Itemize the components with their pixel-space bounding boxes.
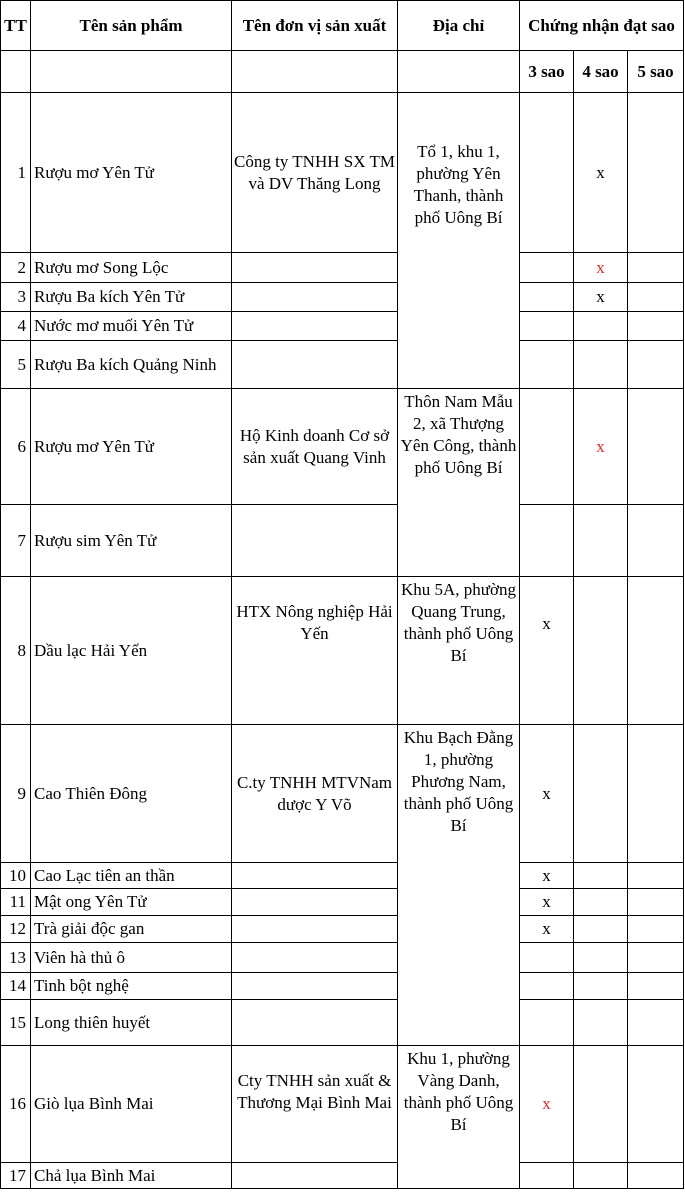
header-product: Tên sản phẩm bbox=[31, 1, 232, 51]
header-blank-address bbox=[398, 51, 520, 93]
producer-name: Cty TNHH sản xuất & Thương Mại Bình Mai bbox=[232, 1046, 398, 1163]
table-row bbox=[1, 1000, 684, 1046]
row-number: 16 bbox=[1, 1046, 31, 1163]
row-number: 17 bbox=[1, 1163, 31, 1189]
header-blank-producer bbox=[232, 51, 398, 93]
star5-mark bbox=[628, 577, 684, 725]
star3-mark bbox=[520, 341, 574, 389]
star4-mark bbox=[574, 725, 628, 863]
star3-mark bbox=[520, 253, 574, 283]
producer-name: C.ty TNHH MTVNam dược Y Võ bbox=[232, 725, 398, 863]
row-number: 15 bbox=[1, 1000, 31, 1046]
star4-mark: x bbox=[574, 283, 628, 312]
star4-mark bbox=[574, 577, 628, 725]
producer-address: Khu Bạch Đằng 1, phường Phương Nam, thành phố Uông Bí bbox=[398, 725, 520, 1046]
header-address: Địa chỉ bbox=[398, 1, 520, 51]
product-name: Rượu mơ Yên Tử bbox=[31, 93, 232, 253]
star5-mark bbox=[628, 1046, 684, 1163]
table-row bbox=[1, 505, 684, 577]
header-tt: TT bbox=[1, 1, 31, 51]
producer-name bbox=[232, 863, 398, 889]
product-name: Trà giải độc gan bbox=[31, 916, 232, 943]
producer-name: Công ty TNHH SX TM và DV Thăng Long bbox=[232, 93, 398, 253]
row-number: 3 bbox=[1, 283, 31, 312]
product-name: Tinh bột nghệ bbox=[31, 973, 232, 1000]
star5-mark bbox=[628, 93, 684, 253]
table-row bbox=[1, 1163, 684, 1189]
star3-mark bbox=[520, 93, 574, 253]
star4-mark bbox=[574, 889, 628, 916]
product-name: Nước mơ muối Yên Tử bbox=[31, 312, 232, 341]
producer-name bbox=[232, 312, 398, 341]
star5-mark bbox=[628, 283, 684, 312]
table-row bbox=[1, 943, 684, 973]
producer-name: Hộ Kinh doanh Cơ sở sản xuất Quang Vinh bbox=[232, 389, 398, 505]
producer-address: Khu 5A, phường Quang Trung, thành phố Uông Bí bbox=[398, 577, 520, 725]
star3-mark: x bbox=[520, 916, 574, 943]
table-row bbox=[1, 916, 684, 943]
row-number: 5 bbox=[1, 341, 31, 389]
star3-mark: x bbox=[520, 1046, 574, 1163]
table-row bbox=[1, 1046, 684, 1163]
producer-address: Tổ 1, khu 1, phường Yên Thanh, thành phố Uông Bí bbox=[398, 93, 520, 389]
product-name: Rượu mơ Yên Tử bbox=[31, 389, 232, 505]
row-number: 9 bbox=[1, 725, 31, 863]
row-number: 1 bbox=[1, 93, 31, 253]
star4-mark bbox=[574, 1163, 628, 1189]
product-name: Rượu sim Yên Tử bbox=[31, 505, 232, 577]
product-name: Dầu lạc Hải Yến bbox=[31, 577, 232, 725]
table-row bbox=[1, 889, 684, 916]
row-number: 11 bbox=[1, 889, 31, 916]
table-row bbox=[1, 312, 684, 341]
product-name: Chả lụa Bình Mai bbox=[31, 1163, 232, 1189]
row-number: 12 bbox=[1, 916, 31, 943]
star3-mark bbox=[520, 505, 574, 577]
star5-mark bbox=[628, 389, 684, 505]
star3-mark bbox=[520, 389, 574, 505]
header-producer: Tên đơn vị sản xuất bbox=[232, 1, 398, 51]
product-name: Cao Lạc tiên an thần bbox=[31, 863, 232, 889]
row-number: 14 bbox=[1, 973, 31, 1000]
star4-mark: x bbox=[574, 93, 628, 253]
star4-mark bbox=[574, 505, 628, 577]
star5-mark bbox=[628, 973, 684, 1000]
product-name: Cao Thiên Đông bbox=[31, 725, 232, 863]
table-row bbox=[1, 863, 684, 889]
product-name: Long thiên huyết bbox=[31, 1000, 232, 1046]
star5-mark bbox=[628, 312, 684, 341]
star5-mark bbox=[628, 943, 684, 973]
header-blank-product bbox=[31, 51, 232, 93]
row-number: 4 bbox=[1, 312, 31, 341]
star3-mark: x bbox=[520, 863, 574, 889]
producer-name: HTX Nông nghiệp Hải Yến bbox=[232, 577, 398, 725]
star3-mark bbox=[520, 312, 574, 341]
header-star5: 5 sao bbox=[628, 51, 684, 93]
table-row bbox=[1, 389, 684, 505]
product-name: Giò lụa Bình Mai bbox=[31, 1046, 232, 1163]
header-star3: 3 sao bbox=[520, 51, 574, 93]
star3-mark bbox=[520, 1000, 574, 1046]
producer-name bbox=[232, 1163, 398, 1189]
star5-mark bbox=[628, 916, 684, 943]
star5-mark bbox=[628, 1163, 684, 1189]
star5-mark bbox=[628, 1000, 684, 1046]
star4-mark bbox=[574, 1046, 628, 1163]
star4-mark bbox=[574, 916, 628, 943]
product-name: Mật ong Yên Tử bbox=[31, 889, 232, 916]
star4-mark bbox=[574, 973, 628, 1000]
star4-mark bbox=[574, 1000, 628, 1046]
row-number: 7 bbox=[1, 505, 31, 577]
header-star4: 4 sao bbox=[574, 51, 628, 93]
producer-name bbox=[232, 253, 398, 283]
star3-mark bbox=[520, 943, 574, 973]
producer-name bbox=[232, 505, 398, 577]
table-row bbox=[1, 341, 684, 389]
producer-name bbox=[232, 916, 398, 943]
star3-mark: x bbox=[520, 725, 574, 863]
star5-mark bbox=[628, 889, 684, 916]
producer-name bbox=[232, 283, 398, 312]
star3-mark: x bbox=[520, 889, 574, 916]
star5-mark bbox=[628, 253, 684, 283]
row-number: 6 bbox=[1, 389, 31, 505]
star3-mark bbox=[520, 1163, 574, 1189]
table-row bbox=[1, 283, 684, 312]
table-row bbox=[1, 93, 684, 253]
producer-name bbox=[232, 943, 398, 973]
row-number: 8 bbox=[1, 577, 31, 725]
row-number: 2 bbox=[1, 253, 31, 283]
product-name: Rượu Ba kích Quảng Ninh bbox=[31, 341, 232, 389]
star3-mark bbox=[520, 283, 574, 312]
star4-mark bbox=[574, 863, 628, 889]
row-number: 10 bbox=[1, 863, 31, 889]
star5-mark bbox=[628, 863, 684, 889]
table-row bbox=[1, 973, 684, 1000]
producer-name bbox=[232, 889, 398, 916]
table-row bbox=[1, 253, 684, 283]
producer-name bbox=[232, 341, 398, 389]
star5-mark bbox=[628, 505, 684, 577]
star3-mark bbox=[520, 973, 574, 1000]
product-name: Viên hà thủ ô bbox=[31, 943, 232, 973]
producer-address: Khu 1, phường Vàng Danh, thành phố Uông Bí bbox=[398, 1046, 520, 1189]
header-certification: Chứng nhận đạt sao bbox=[520, 1, 684, 51]
producer-name bbox=[232, 1000, 398, 1046]
header-blank-tt bbox=[1, 51, 31, 93]
product-name: Rượu mơ Song Lộc bbox=[31, 253, 232, 283]
producer-address: Thôn Nam Mẫu 2, xã Thượng Yên Công, thành phố Uông Bí bbox=[398, 389, 520, 577]
table-row bbox=[1, 725, 684, 863]
star4-mark bbox=[574, 943, 628, 973]
star4-mark: x bbox=[574, 389, 628, 505]
table-row bbox=[1, 577, 684, 725]
row-number: 13 bbox=[1, 943, 31, 973]
star5-mark bbox=[628, 725, 684, 863]
star4-mark bbox=[574, 312, 628, 341]
star4-mark: x bbox=[574, 253, 628, 283]
producer-name bbox=[232, 973, 398, 1000]
star4-mark bbox=[574, 341, 628, 389]
star3-mark: x bbox=[520, 577, 574, 725]
product-name: Rượu Ba kích Yên Tử bbox=[31, 283, 232, 312]
star5-mark bbox=[628, 341, 684, 389]
